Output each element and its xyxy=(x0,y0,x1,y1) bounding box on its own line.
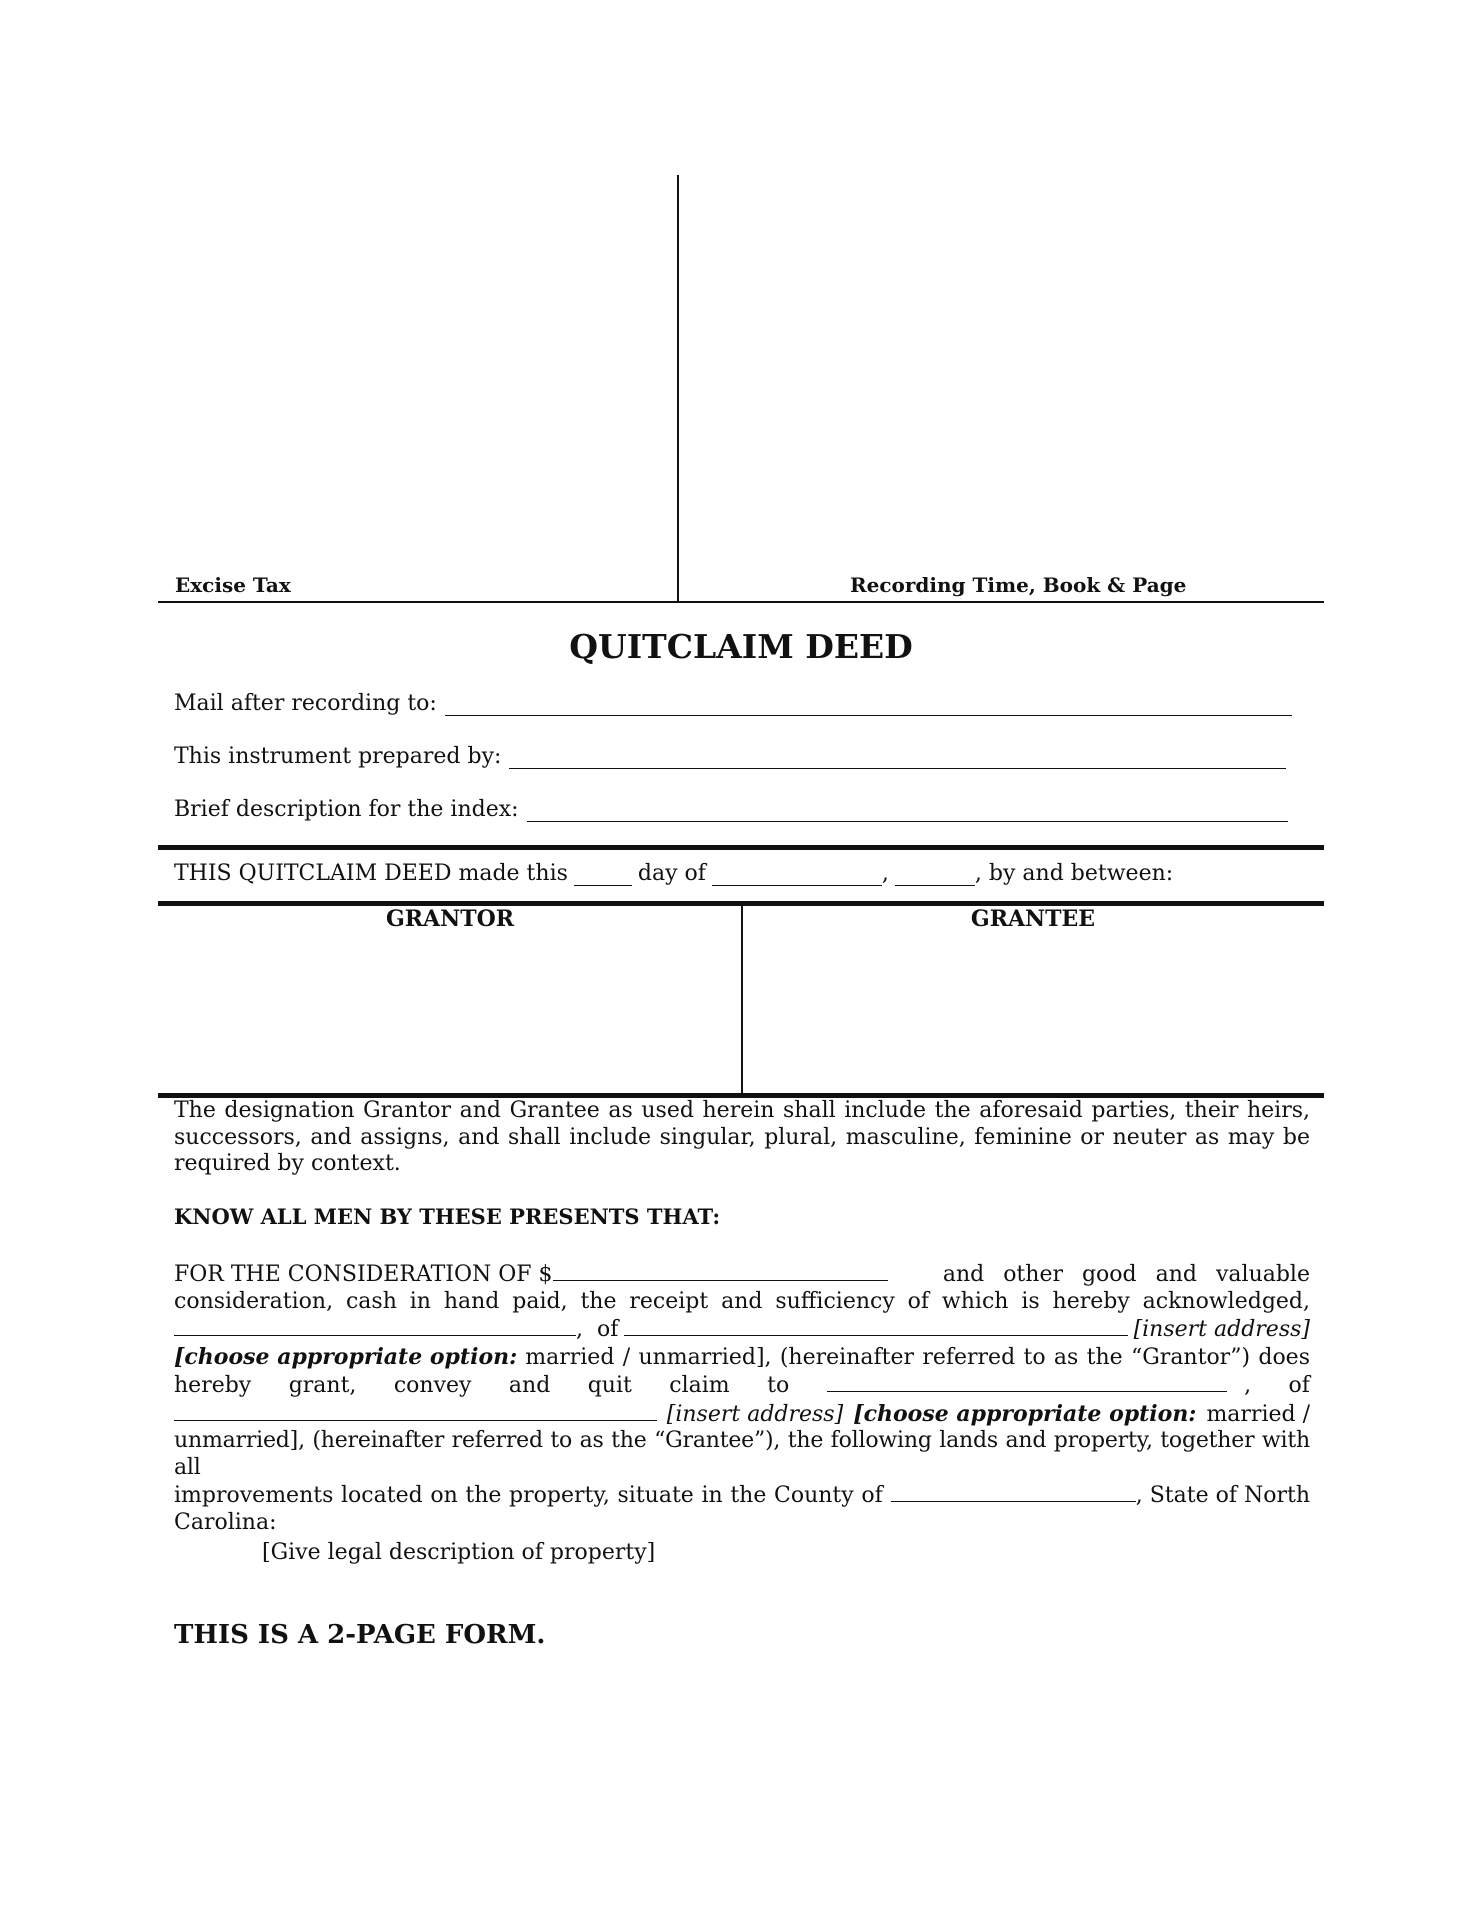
prepared-by-label: This instrument prepared by: xyxy=(174,744,502,769)
consideration-paragraph xyxy=(174,1260,1310,1536)
county-blank[interactable] xyxy=(891,1481,1136,1502)
consideration-line-9: Carolina: xyxy=(174,1509,277,1535)
mail-after-field[interactable] xyxy=(174,686,1292,716)
brief-description-field[interactable] xyxy=(174,792,1288,822)
consideration-l6b: [choose appropriate option: xyxy=(853,1400,1197,1427)
consideration-l1b: and other good and valuable xyxy=(942,1262,1310,1287)
made-line-part1: THIS QUITCLAIM DEED made this xyxy=(174,861,568,886)
grantee-area[interactable] xyxy=(746,940,1322,1090)
day-blank[interactable] xyxy=(574,865,632,886)
consideration-l5b: grant, xyxy=(288,1373,357,1398)
grantee-heading: GRANTEE xyxy=(970,906,1096,932)
consideration-l5a: hereby xyxy=(174,1373,252,1398)
consideration-l3a: , xyxy=(576,1317,583,1342)
consideration-line-4 xyxy=(174,1344,1310,1372)
designation-paragraph: The designation Grantor and Grantee as used herein shall include the aforesaid parties, their heirs, successors, and assigns, and shall include singular, plural, masculine, feminine or neuter as may be required by context. xyxy=(174,1098,1310,1176)
consideration-l3c: [insert address] xyxy=(1133,1317,1310,1342)
legal-description: [Give legal description of property] xyxy=(262,1540,656,1565)
consideration-l6a: [insert address] xyxy=(666,1401,844,1427)
month-blank[interactable] xyxy=(712,865,882,886)
consideration-l5g: to xyxy=(767,1373,790,1398)
consideration-l1a: FOR THE CONSIDERATION OF $ xyxy=(174,1262,553,1287)
consideration-l5d: and xyxy=(508,1373,551,1398)
consideration-l6c: married / xyxy=(1206,1401,1310,1427)
made-line-part4: , by and between: xyxy=(974,861,1174,886)
made-line-part3: , xyxy=(881,861,889,886)
consideration-l5c: convey xyxy=(393,1373,472,1398)
consideration-l4b: married / unmarried], (hereinafter referred to as the “Grantor”) does xyxy=(525,1344,1310,1370)
thick-rule-top xyxy=(158,845,1324,850)
mail-after-label: Mail after recording to: xyxy=(174,691,437,716)
consideration-l5f: claim xyxy=(669,1373,730,1398)
prepared-by-line[interactable] xyxy=(509,746,1286,769)
know-all-heading: KNOW ALL MEN BY THESE PRESENTS THAT: xyxy=(174,1204,721,1229)
excise-tax-label: Excise Tax xyxy=(175,573,291,597)
header-divider xyxy=(677,175,679,603)
consideration-l5i: of xyxy=(1288,1373,1310,1398)
header-bottom-rule xyxy=(158,601,1324,603)
page-title: QUITCLAIM DEED xyxy=(569,627,913,666)
consideration-l8b: , State of North xyxy=(1135,1483,1310,1508)
grantor-heading: GRANTOR xyxy=(385,906,515,932)
consideration-line-5 xyxy=(174,1371,1310,1400)
year-blank[interactable] xyxy=(895,865,975,886)
consideration-line-1 xyxy=(174,1260,1310,1289)
consideration-line-2: consideration, cash in hand paid, the receipt and sufficiency of which is hereby acknowledged, xyxy=(174,1288,1310,1314)
prepared-by-field[interactable] xyxy=(174,739,1286,769)
consideration-l5h: , xyxy=(1244,1373,1252,1398)
consideration-l4a: [choose appropriate option: xyxy=(174,1343,518,1370)
consideration-line-6 xyxy=(174,1400,1310,1429)
brief-description-line[interactable] xyxy=(527,799,1288,822)
grantor-area[interactable] xyxy=(160,940,738,1090)
page-count-note: THIS IS A 2-PAGE FORM. xyxy=(174,1620,546,1650)
consideration-line-8 xyxy=(174,1481,1310,1510)
consideration-line-7: unmarried], (hereinafter referred to as the “Grantee”), the following lands and property, together with all xyxy=(174,1428,1310,1480)
grantee-name-blank[interactable] xyxy=(827,1371,1227,1392)
consideration-amount-blank[interactable] xyxy=(553,1260,888,1281)
grantee-address-blank[interactable] xyxy=(174,1400,657,1421)
consideration-l5e: quit xyxy=(587,1373,632,1398)
consideration-l3b: of xyxy=(597,1317,619,1342)
parties-divider xyxy=(741,906,743,1094)
consideration-line-3 xyxy=(174,1315,1310,1344)
mail-after-line[interactable] xyxy=(445,693,1292,716)
brief-description-label: Brief description for the index: xyxy=(174,797,519,822)
made-line-part2: day of xyxy=(637,861,706,886)
grantor-address-blank[interactable] xyxy=(624,1315,1127,1336)
made-line xyxy=(174,861,1173,886)
consideration-l8a: improvements located on the property, situate in the County of xyxy=(174,1483,883,1508)
recording-label: Recording Time, Book & Page xyxy=(850,573,1187,597)
grantor-name-blank[interactable] xyxy=(174,1315,576,1336)
